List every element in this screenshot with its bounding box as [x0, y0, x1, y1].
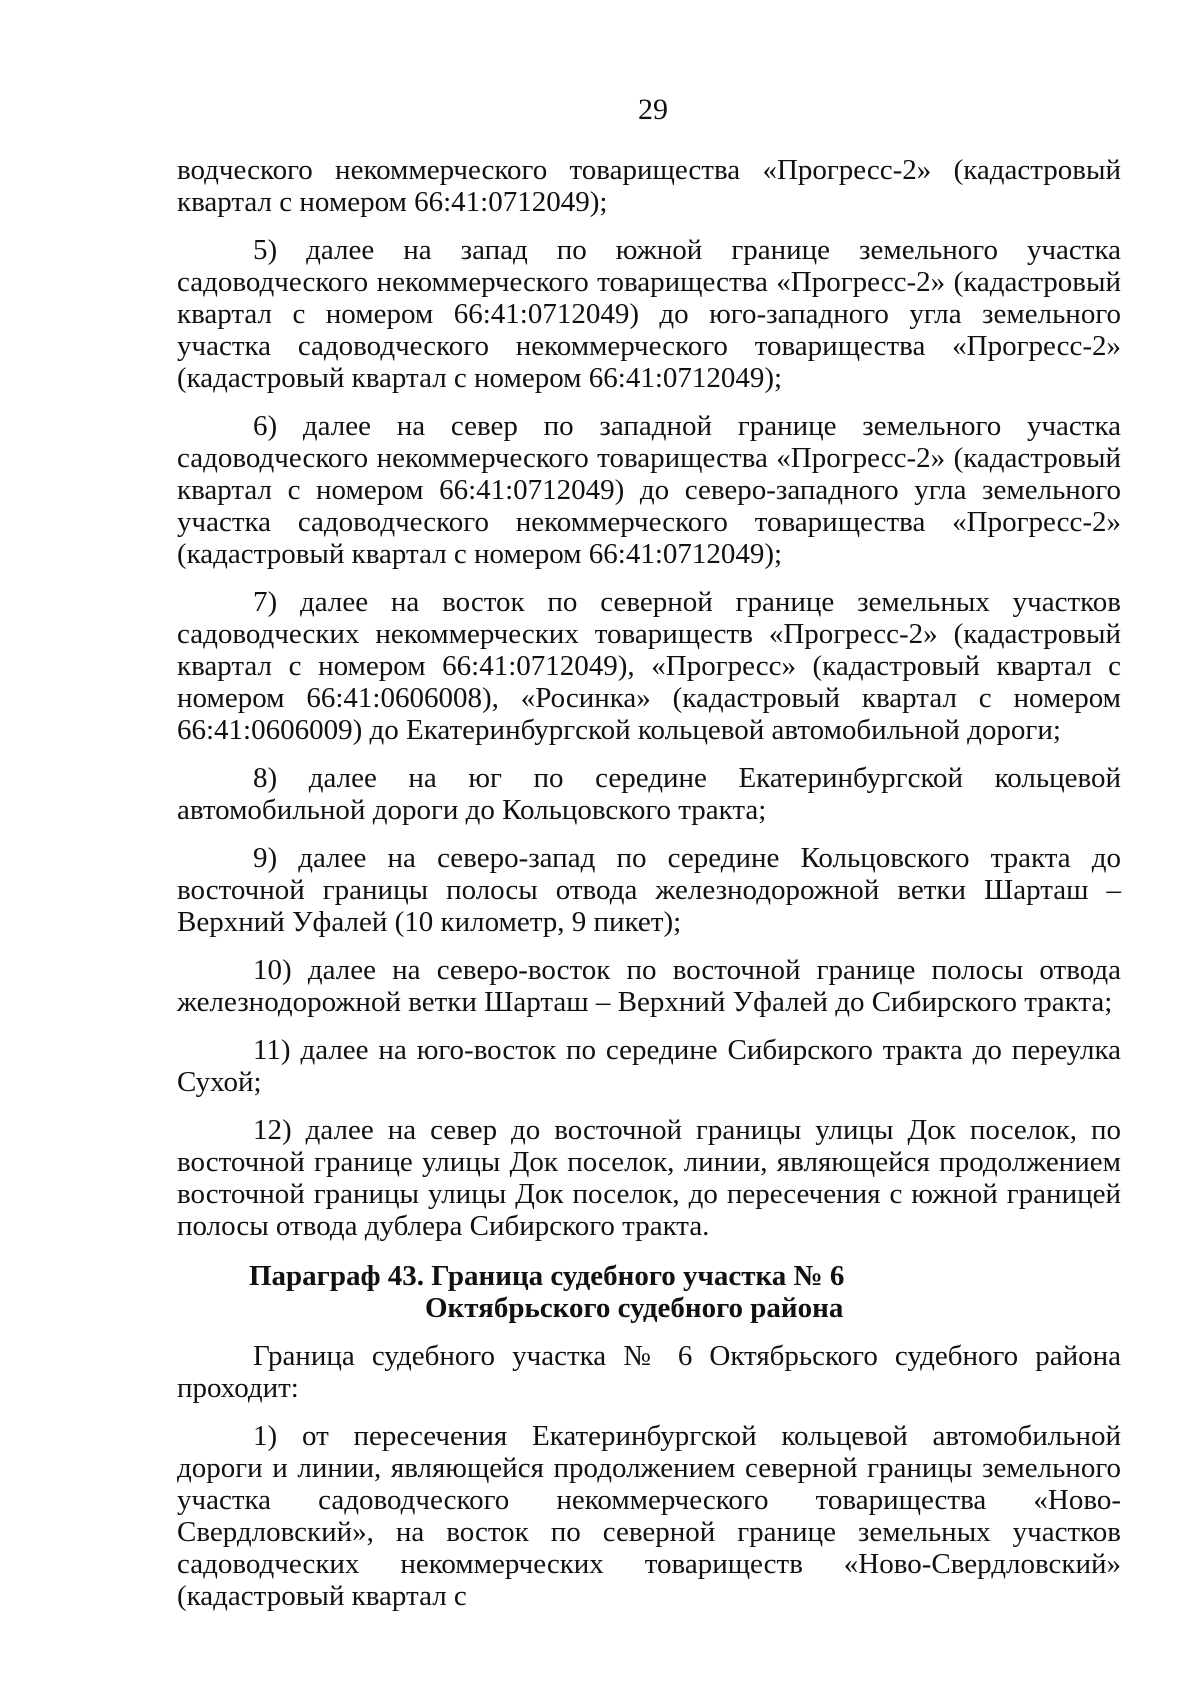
section-heading: [177, 1260, 1121, 1324]
section-heading-line2: Октябрьского судебного района: [425, 1292, 844, 1324]
list-item-1: 1) от пересечения Екатеринбургской кольцевой автомобильной дороги и линии, являющейся продолжением северной границы земельного участка садоводческого некоммерческого товарищества «Ново-Свердловский», на восток по северной границе земельных участков садоводческих некоммерческих товариществ «Ново-Свердловский» (кадастровый квартал с: [177, 1420, 1121, 1612]
list-item-6: 6) далее на север по западной границе земельного участка садоводческого некоммерческого товарищества «Прогресс-2» (кадастровый квартал с номером 66:41:0712049) до северо-западного угла земельного участка садоводческого некоммерческого товарищества «Прогресс-2» (кадастровый квартал с номером 66:41:0712049);: [177, 410, 1121, 570]
paragraph-continuation: водческого некоммерческого товарищества «Прогресс-2» (кадастровый квартал с номером 66:41:0712049);: [177, 154, 1121, 218]
list-item-12: 12) далее на север до восточной границы улицы Док поселок, по восточной границе улицы Док поселок, линии, являющейся продолжением восточной границы улицы Док поселок, до пересечения с южной границей полосы отвода дублера Сибирского тракта.: [177, 1114, 1121, 1242]
section-intro-paragraph: Граница судебного участка № 6 Октябрьского судебного района проходит:: [177, 1340, 1121, 1404]
list-item-9: 9) далее на северо-запад по середине Кольцовского тракта до восточной границы полосы отвода железнодорожной ветки Шарташ – Верхний Уфалей (10 километр, 9 пикет);: [177, 842, 1121, 938]
document-body: [177, 154, 1121, 1612]
list-item-5: 5) далее на запад по южной границе земельного участка садоводческого некоммерческого товарищества «Прогресс-2» (кадастровый квартал с номером 66:41:0712049) до юго-западного угла земельного участка садоводческого некоммерческого товарищества «Прогресс-2» (кадастровый квартал с номером 66:41:0712049);: [177, 234, 1121, 394]
list-item-11: 11) далее на юго-восток по середине Сибирского тракта до переулка Сухой;: [177, 1034, 1121, 1098]
section-heading-line1: Параграф 43. Граница судебного участка № 6: [249, 1260, 845, 1292]
list-item-7: 7) далее на восток по северной границе земельных участков садоводческих некоммерческих товариществ «Прогресс-2» (кадастровый квартал с номером 66:41:0712049), «Прогресс» (кадастровый квартал с номером 66:41:0606008), «Росинка» (кадастровый квартал с номером 66:41:0606009) до Екатеринбургской кольцевой автомобильной дороги;: [177, 586, 1121, 746]
list-item-8: 8) далее на юг по середине Екатеринбургской кольцевой автомобильной дороги до Кольцовского тракта;: [177, 762, 1121, 826]
page-number: 29: [638, 93, 668, 126]
list-item-10: 10) далее на северо-восток по восточной границе полосы отвода железнодорожной ветки Шарташ – Верхний Уфалей до Сибирского тракта;: [177, 954, 1121, 1018]
